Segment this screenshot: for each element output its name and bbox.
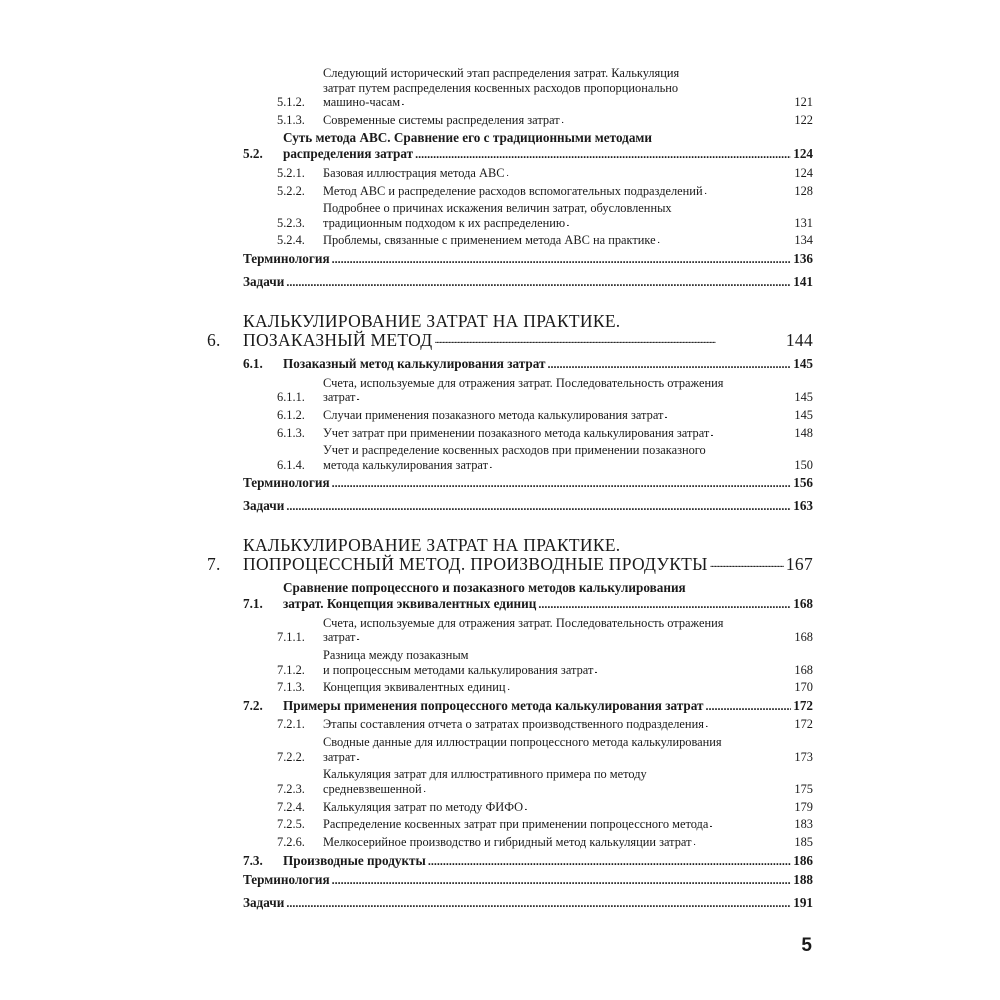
toc-entry-title-line: Задачи [243,274,285,290]
toc-entry-number: 6.1. [243,356,263,372]
toc-entry-title-line: КАЛЬКУЛИРОВАНИЕ ЗАТРАТ НА ПРАКТИКЕ. [243,311,621,332]
toc-entry-page: 124 [793,146,813,162]
toc-entry-title [323,426,813,441]
toc-entry-title-line: Метод ABC и распределение расходов вспомогательных подразделений [323,183,703,198]
toc-entry-title-line: Учет и распределение косвенных расходов при применении позаказного [323,443,706,458]
dot-leader [357,390,792,405]
toc-entry-number: 5.2. [243,146,263,162]
toc-entry-title [283,580,813,612]
toc-entry-page: 188 [793,872,813,888]
toc-entry [243,356,813,372]
toc-entry-title-line: традиционным подходом к их распределению [323,215,566,230]
dot-leader [705,184,793,199]
dot-leader [562,113,793,128]
toc-entry-page: 168 [794,662,813,677]
toc-entry-title-line: Подробнее о причинах искажения величин затрат, обусловленных [323,201,672,216]
toc-entry-page: 150 [794,457,813,472]
dot-leader [658,233,793,248]
dot-leader [711,426,792,441]
toc-entry-page: 170 [794,680,813,695]
toc-entry [277,166,813,181]
toc-entry-title-line: затрат [323,630,356,645]
toc-entry-title-line: ПОПРОЦЕССНЫЙ МЕТОД. ПРОИЗВОДНЫЕ ПРОДУКТЫ [243,553,708,574]
toc-entry [277,817,813,832]
dot-leader [525,800,792,815]
toc-entry-title [243,872,813,888]
toc-entry-title-line: Счета, используемые для отражения затрат. Последовательность отражения [323,375,724,390]
toc-entry-number: 7.2.5. [277,817,305,832]
toc-entry-title-line: ПОЗАКАЗНЫЙ МЕТОД [243,329,433,350]
dot-leader [402,95,792,110]
toc-entry [243,251,813,267]
toc-entry-page: 121 [794,95,813,109]
toc-entry-page: 134 [794,233,813,248]
dot-leader [424,782,793,797]
dot-leader [357,750,792,765]
toc-entry-title-line: Сравнение попроцессного и позаказного методов калькулирования [283,580,686,596]
dot-leader [705,698,791,714]
toc-entry-page: 148 [794,425,813,440]
dot-leader [507,166,793,181]
toc-entry [277,66,813,110]
toc-entry-title [323,800,813,815]
toc-entry-title-line: Случаи применения позаказного метода калькулирования затрат [323,407,664,422]
toc-entry-page: 167 [785,553,813,574]
toc-entry-number: 7.2.6. [277,834,305,849]
page-number: 5 [801,935,812,956]
toc-entry-title-line: затрат [323,390,356,405]
toc-entry [277,201,813,230]
toc-entry-number: 5.2.4. [277,233,305,248]
toc-entry-title [323,113,813,128]
toc-entry [243,580,813,612]
toc-entry-title-line: Суть метода ABC. Сравнение его с традиционными методами [283,130,653,146]
toc-entry-number: 6.1.4. [277,457,305,472]
toc-entry-number: 5.2.3. [277,215,305,230]
toc-entry-title-line: Калькуляция затрат по методу ФИФО [323,799,524,814]
toc-entry-title [243,895,813,911]
toc-entry-title [243,312,813,349]
toc-entry-number: 5.2.1. [277,165,305,180]
dot-leader [434,331,783,349]
toc-entry-page: 185 [794,834,813,849]
toc-entry-title [283,356,813,372]
dot-leader [332,251,792,267]
toc-entry [277,113,813,128]
toc-entry [277,616,813,645]
toc-entry-number: 7.2.2. [277,749,305,764]
toc-entry-title [323,616,813,645]
toc-entry-title-line: Задачи [243,498,285,514]
toc-entry [207,536,813,573]
toc-entry-title [283,130,813,162]
toc-entry-title [283,698,813,714]
toc-entry-title [323,717,813,732]
toc-entry-title-line: Производные продукты [283,852,426,868]
toc-entry-page: 131 [794,215,813,230]
toc-entry-page: 175 [794,781,813,796]
toc-entry [243,498,813,514]
toc-entry-number: 7. [207,553,221,574]
dot-leader [694,835,793,850]
toc-entry-title-line: Современные системы распределения затрат [323,112,560,127]
toc-entry-page: 172 [793,697,813,713]
toc-entry-title [323,648,813,677]
toc-entry-title [243,498,813,514]
dot-leader [665,408,792,423]
toc-entry-title-line: Базовая иллюстрация метода ABC [323,165,505,180]
toc-entry-number: 7.1.3. [277,680,305,695]
toc-entry-title-line: затрат путем распределения косвенных расходов пропорционально [323,80,679,95]
toc-entry-number: 7.2.1. [277,717,305,732]
toc-entry-number: 7.1.2. [277,662,305,677]
toc-entry-title [323,408,813,423]
toc-entry-title [323,66,813,110]
toc-entry-title-line: Мелкосерийное производство и гибридный метод калькуляции затрат [323,834,692,849]
toc-entry [277,184,813,199]
dot-leader [508,680,793,695]
toc-entry-title [323,233,813,248]
toc-entry-page: 163 [793,498,813,514]
toc-entry-page: 186 [793,852,813,868]
toc-entry-title [323,443,813,472]
toc-entry-title-line: Концепция эквивалентных единиц [323,680,506,695]
toc-entry-title-line: Примеры применения попроцессного метода калькулирования затрат [283,697,704,713]
toc-entry [277,426,813,441]
toc-entry-title-line: Разница между позаказным [323,648,469,663]
toc-entry-title [323,184,813,199]
toc-entry-page: 168 [793,596,813,612]
toc-entry-title [323,166,813,181]
toc-entry [243,475,813,491]
toc-entry-title-line: средневзвешенной [323,781,422,796]
toc-entry [243,872,813,888]
toc-entry-number: 6.1.3. [277,425,305,440]
toc-entry-title [283,853,813,869]
toc-entry-title-line: распределения затрат [283,146,414,162]
toc-entry-number: 7.1.1. [277,630,305,645]
toc-entry-title-line: затрат. Концепция эквивалентных единиц [283,596,537,612]
dot-leader [490,458,792,473]
toc-entry-title [323,376,813,405]
toc-entry-number: 7.2.4. [277,799,305,814]
toc-entry-title-line: Терминология [243,475,330,491]
toc-entry-page: 156 [793,475,813,491]
toc-entry-page: 124 [794,165,813,180]
toc-entry-number: 6.1.1. [277,390,305,405]
toc-entry [277,735,813,764]
toc-entry-title [323,201,813,230]
toc-entry-title-line: затрат [323,749,356,764]
toc-entry [243,853,813,869]
toc-entry [243,130,813,162]
dot-leader [286,498,791,514]
toc-entry [277,680,813,695]
toc-entry-number: 5.2.2. [277,183,305,198]
toc-entry-number: 6.1.2. [277,407,305,422]
toc-entry-title [323,835,813,850]
toc-entry-page: 168 [794,630,813,645]
toc-entry [243,274,813,290]
dot-leader [710,555,784,573]
toc-entry-page: 183 [794,817,813,832]
toc-entry-title [243,536,813,573]
toc-entry-title-line: Этапы составления отчета о затратах производственного подразделения [323,717,704,732]
dot-leader [415,146,791,162]
dot-leader [706,717,793,732]
toc-entry-title-line: Сводные данные для иллюстрации попроцессного метода калькулирования [323,735,722,750]
toc-entry-page: 128 [794,183,813,198]
toc-entry-page: 172 [794,717,813,732]
toc-entry-title [243,251,813,267]
toc-entry-page: 141 [793,274,813,290]
toc-entry-title-line: Проблемы, связанные с применением метода ABC на практике [323,233,656,248]
toc-entry-title-line: Терминология [243,872,330,888]
dot-leader [538,596,791,612]
toc-entry-title-line: Терминология [243,251,330,267]
dot-leader [286,274,791,290]
toc-entry-title-line: Позаказный метод калькулирования затрат [283,356,546,372]
toc-entry-title [243,475,813,491]
dot-leader [710,817,792,832]
toc-entry [277,800,813,815]
toc-entry-title-line: и попроцессным методами калькулирования затрат [323,662,594,677]
toc-entry-page: 179 [794,799,813,814]
toc-entry-page: 145 [793,356,813,372]
toc-entry [277,408,813,423]
toc-entry-page: 191 [793,895,813,911]
toc-entry [243,895,813,911]
toc-entry-title [323,817,813,832]
toc-entry-number: 5.1.3. [277,112,305,127]
toc-entry-title [323,735,813,764]
toc-entry-title-line: Следующий исторический этап распределения затрат. Калькуляция [323,66,680,80]
toc-entry [277,648,813,677]
toc-entry [277,443,813,472]
toc-entry [277,767,813,796]
toc-entry-number: 5.1.2. [277,95,305,109]
dot-leader [357,630,792,645]
toc-entry [243,698,813,714]
toc-entry [277,233,813,248]
toc-entry-number: 7.3. [243,852,263,868]
dot-leader [567,216,792,231]
toc-entry-page: 145 [794,407,813,422]
dot-leader [548,356,792,372]
toc-entry-number: 7.2.3. [277,781,305,796]
toc-entry-page: 173 [794,749,813,764]
toc-entry-page: 136 [793,251,813,267]
toc-entry-title-line: КАЛЬКУЛИРОВАНИЕ ЗАТРАТ НА ПРАКТИКЕ. [243,535,621,556]
toc-entry-page: 122 [794,112,813,127]
toc-entry-title [323,767,813,796]
toc-entry-title-line: Счета, используемые для отражения затрат. Последовательность отражения [323,615,724,630]
dot-leader [332,475,792,491]
toc-entry-title [323,680,813,695]
dot-leader [286,895,791,911]
toc-entry-number: 7.2. [243,697,263,713]
toc-entry-title-line: Распределение косвенных затрат при применении попроцессного метода [323,817,709,832]
toc-entry-title-line: метода калькулирования затрат [323,457,488,472]
toc-entry-page: 144 [785,329,813,350]
toc-entry [277,835,813,850]
table-of-contents [207,66,813,918]
toc-entry [277,717,813,732]
dot-leader [332,872,792,888]
toc-entry-title-line: Калькуляция затрат для иллюстративного примера по методу [323,767,647,782]
dot-leader [595,663,792,678]
toc-entry-number: 6. [207,329,221,350]
toc-entry [277,376,813,405]
toc-entry-title [243,274,813,290]
toc-entry-number: 7.1. [243,596,263,612]
toc-entry-title-line: машино-часам [323,95,401,109]
dot-leader [428,853,791,869]
toc-entry-title-line: Учет затрат при применении позаказного метода калькулирования затрат [323,425,710,440]
toc-entry-title-line: Задачи [243,895,285,911]
toc-entry-page: 145 [794,390,813,405]
toc-entry [207,312,813,349]
